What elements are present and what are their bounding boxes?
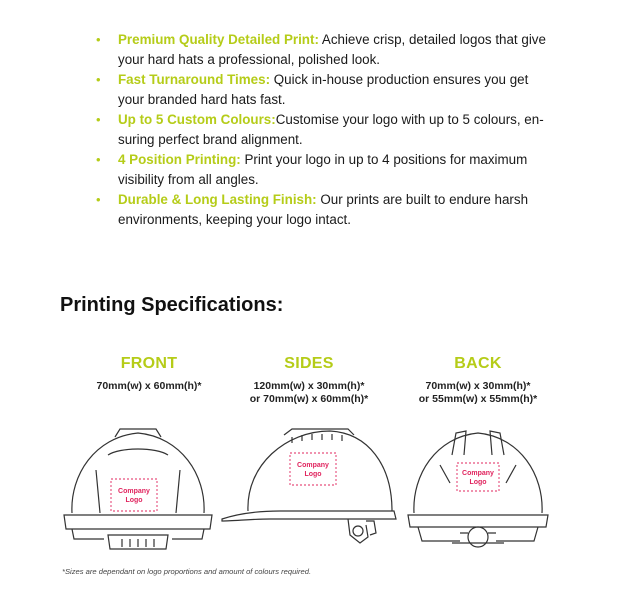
feature-desc: Print your logo in up to 4 positions for maximum visibility from all angles.	[118, 152, 528, 187]
feature-item	[96, 110, 548, 150]
side-logo-area	[290, 453, 336, 485]
bullet-icon: •	[96, 192, 101, 207]
side-logo-line1: Company	[297, 462, 329, 469]
front-logo-line1: Company	[118, 488, 150, 495]
back-label: BACK	[454, 355, 502, 372]
feature-desc: Customise your logo with up to 5 colours, en-suring perfect brand alignment.	[118, 112, 544, 147]
feature-item	[96, 150, 548, 190]
front-size-line1: 70mm(w) x 60mm(h)*	[96, 380, 202, 392]
feature-title: Up to 5 Custom Colours:	[118, 112, 276, 127]
sides-column	[219, 354, 399, 406]
back-column	[388, 354, 568, 406]
front-helmet-illustration	[60, 425, 216, 555]
front-size	[59, 380, 239, 393]
back-logo-area	[457, 463, 499, 491]
front-label: FRONT	[120, 355, 178, 372]
sides-size	[219, 380, 399, 406]
spec-heading: Printing Specifications:	[60, 294, 284, 316]
feature-title: Durable & Long Lasting Finish:	[118, 192, 317, 207]
front-logo-line2: Logo	[125, 497, 143, 504]
feature-item	[96, 30, 548, 70]
feature-item	[96, 190, 548, 230]
feature-title: Premium Quality Detailed Print:	[118, 32, 319, 47]
side-helmet-illustration	[220, 425, 400, 555]
bullet-icon: •	[96, 152, 101, 167]
front-column	[59, 354, 239, 393]
feature-desc: Our prints are built to endure harsh environments, keeping your logo intact.	[118, 192, 529, 227]
front-logo-area	[111, 479, 157, 511]
back-size	[388, 380, 568, 406]
back-logo-line1: Company	[462, 470, 494, 477]
feature-list	[96, 30, 548, 230]
feature-item	[96, 70, 548, 110]
back-logo-line2: Logo	[469, 479, 487, 486]
sides-label: SIDES	[284, 355, 334, 372]
sides-size-line2: or 70mm(w) x 60mm(h)*	[249, 393, 369, 405]
back-size-line1: 70mm(w) x 30mm(h)*	[425, 380, 531, 392]
feature-title: Fast Turnaround Times:	[118, 72, 271, 87]
back-helmet-illustration	[404, 425, 552, 555]
footnote: *Sizes are dependant on logo proportions and amount of colours required.	[62, 567, 312, 576]
feature-title: 4 Position Printing:	[118, 152, 241, 167]
side-logo-line2: Logo	[304, 471, 322, 478]
bullet-icon: •	[96, 112, 101, 127]
feature-desc: Quick in-house production ensures you get your branded hard hats fast.	[118, 72, 529, 107]
bullet-icon: •	[96, 32, 101, 47]
sides-size-line1: 120mm(w) x 30mm(h)*	[253, 380, 365, 392]
bullet-icon: •	[96, 72, 101, 87]
feature-desc: Achieve crisp, detailed logos that give your hard hats a professional, polished look.	[118, 32, 546, 67]
back-size-line2: or 55mm(w) x 55mm(h)*	[418, 393, 538, 405]
